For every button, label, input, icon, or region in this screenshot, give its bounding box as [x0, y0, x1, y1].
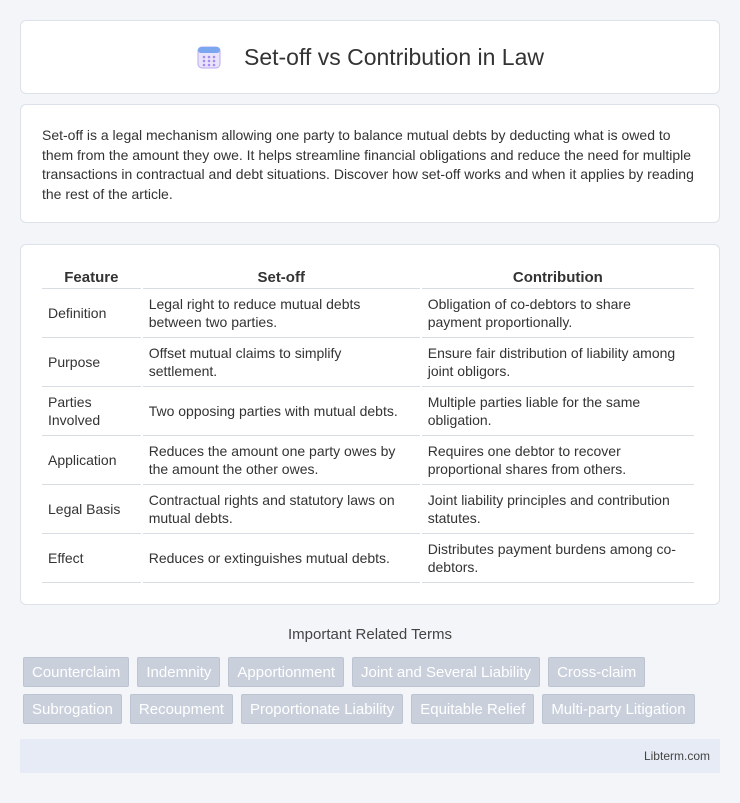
- setoff-cell: Offset mutual claims to simplify settlement.: [143, 338, 420, 387]
- table-row: [42, 534, 694, 583]
- intro-card: [20, 104, 720, 223]
- tag-apportionment[interactable]: Apportionment: [228, 657, 344, 687]
- feature-cell: Purpose: [42, 338, 141, 387]
- table-header-row: [42, 265, 694, 289]
- tag-indemnity[interactable]: Indemnity: [137, 657, 220, 687]
- tag-joint-and-several-liability[interactable]: Joint and Several Liability: [352, 657, 540, 687]
- setoff-cell: Reduces or extinguishes mutual debts.: [143, 534, 420, 583]
- setoff-cell: Reduces the amount one party owes by the amount the other owes.: [143, 436, 420, 485]
- feature-cell: Definition: [42, 289, 141, 338]
- contribution-cell: Obligation of co-debtors to share payment proportionally.: [422, 289, 694, 338]
- tag-proportionate-liability[interactable]: Proportionate Liability: [241, 694, 403, 724]
- tag-counterclaim[interactable]: Counterclaim: [23, 657, 129, 687]
- intro-text: Set-off is a legal mechanism allowing one party to balance mutual debts by deducting what is owed to them from the amount they owe. It helps streamline financial obligations and reduce the need for multiple transactions in contractual and debt situations. Discover how set-off works and when it applies by reading the rest of the article.: [42, 127, 694, 202]
- contribution-cell: Requires one debtor to recover proportional shares from others.: [422, 436, 694, 485]
- comparison-card: [20, 244, 720, 605]
- table-row: [42, 436, 694, 485]
- column-header: Feature: [42, 265, 141, 289]
- setoff-cell: Contractual rights and statutory laws on mutual debts.: [143, 485, 420, 534]
- feature-cell: Effect: [42, 534, 141, 583]
- tag-row: [23, 657, 723, 687]
- comparison-table: [40, 265, 696, 583]
- footer-site-link[interactable]: Libterm.com: [643, 749, 710, 763]
- tag-cross-claim[interactable]: Cross-claim: [548, 657, 645, 687]
- title-card: [20, 20, 720, 94]
- contribution-cell: Joint liability principles and contribution statutes.: [422, 485, 694, 534]
- tag-multi-party-litigation[interactable]: Multi-party Litigation: [542, 694, 694, 724]
- table-row: [42, 338, 694, 387]
- contribution-cell: Multiple parties liable for the same obligation.: [422, 387, 694, 436]
- table-row: [42, 289, 694, 338]
- tag-row: [23, 694, 723, 724]
- setoff-cell: Legal right to reduce mutual debts between two parties.: [143, 289, 420, 338]
- feature-cell: Legal Basis: [42, 485, 141, 534]
- tag-equitable-relief[interactable]: Equitable Relief: [411, 694, 534, 724]
- column-header: Set-off: [143, 265, 420, 289]
- related-terms-title: Important Related Terms: [288, 626, 452, 643]
- calendar-icon: [196, 44, 222, 70]
- related-terms: [23, 657, 723, 731]
- page-title: Set-off vs Contribution in Law: [243, 43, 544, 70]
- contribution-cell: Ensure fair distribution of liability among joint obligors.: [422, 338, 694, 387]
- tag-recoupment[interactable]: Recoupment: [130, 694, 233, 724]
- feature-cell: Application: [42, 436, 141, 485]
- feature-cell: Parties Involved: [42, 387, 141, 436]
- column-header: Contribution: [422, 265, 694, 289]
- table-row: [42, 387, 694, 436]
- tag-subrogation[interactable]: Subrogation: [23, 694, 122, 724]
- setoff-cell: Two opposing parties with mutual debts.: [143, 387, 420, 436]
- table-row: [42, 485, 694, 534]
- contribution-cell: Distributes payment burdens among co-debtors.: [422, 534, 694, 583]
- footer: [20, 739, 720, 773]
